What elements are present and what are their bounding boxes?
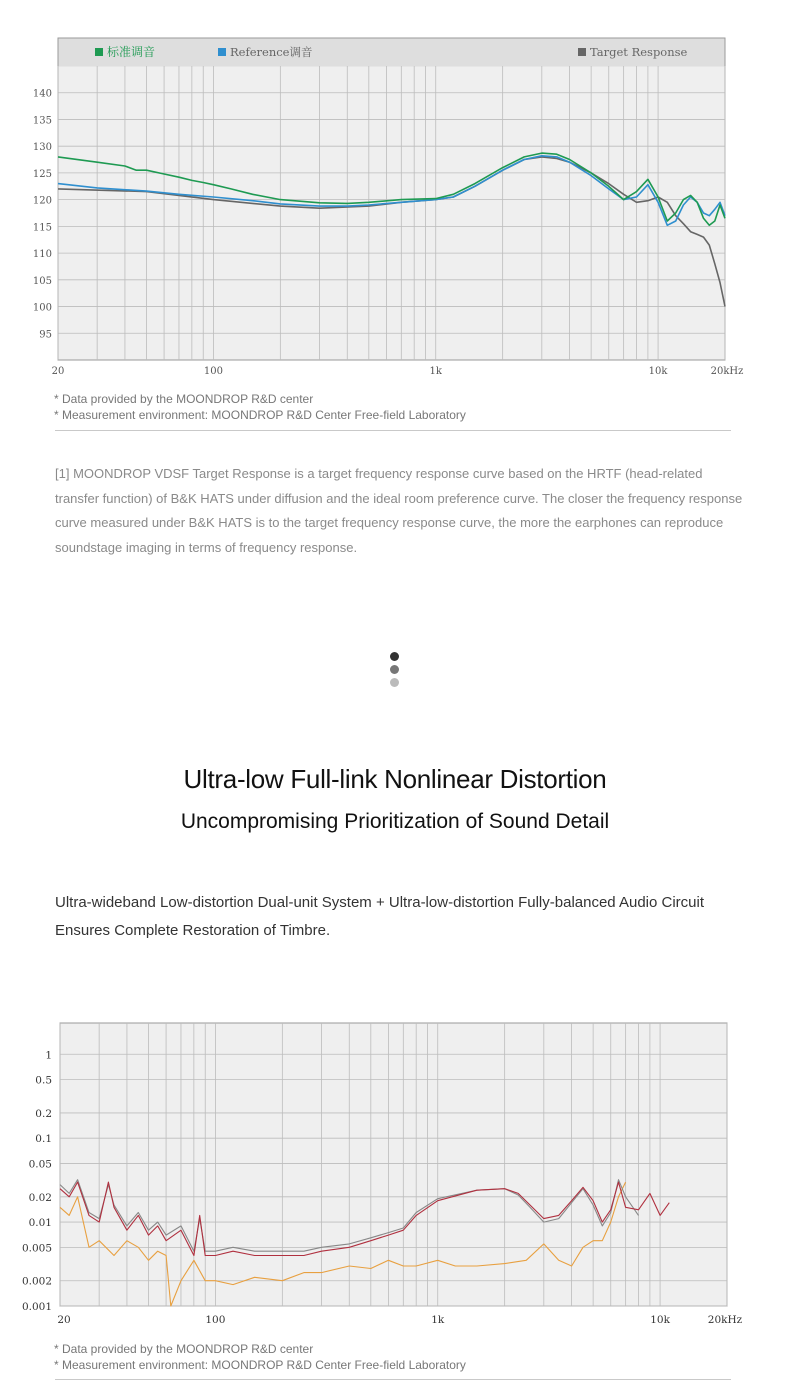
y-tick-label: 135 bbox=[32, 115, 52, 127]
x-tick-label: 20kHz bbox=[707, 1314, 743, 1326]
legend-swatch bbox=[218, 48, 226, 56]
divider-2 bbox=[55, 1379, 731, 1380]
y-tick-label: 140 bbox=[32, 88, 52, 100]
x-tick-label: 20 bbox=[57, 1314, 71, 1326]
legend-label: Target Response bbox=[590, 45, 688, 59]
distortion-chart bbox=[0, 1015, 790, 1335]
frequency-response-chart bbox=[0, 30, 790, 385]
x-tick-label: 1k bbox=[429, 366, 442, 377]
y-tick-label: 0.001 bbox=[21, 1301, 52, 1313]
section-subheading: Uncompromising Prioritization of Sound Detail bbox=[180, 810, 610, 833]
y-tick-label: 0.2 bbox=[35, 1107, 52, 1120]
legend-label: Reference调音 bbox=[230, 45, 313, 59]
section-description: Ultra-wideband Low-distortion Dual-unit System + Ultra-low-distortion Fully-balanced Audio Circuit Ensures Complete Restoration of Timbre. bbox=[55, 894, 705, 939]
x-tick-label: 10k bbox=[650, 1314, 670, 1326]
carousel-dot-1[interactable] bbox=[390, 652, 399, 661]
y-tick-label: 95 bbox=[39, 329, 52, 341]
y-tick-label: 120 bbox=[32, 195, 52, 207]
x-tick-label: 1k bbox=[431, 1314, 445, 1326]
measurement-environment-note: * Measurement environment: MOONDROP R&D Center Free-field Laboratory bbox=[54, 408, 466, 422]
carousel-dot-3[interactable] bbox=[390, 678, 399, 687]
y-tick-label: 0.05 bbox=[28, 1158, 52, 1171]
y-tick-label: 0.002 bbox=[21, 1275, 52, 1288]
measurement-environment-note-2: * Measurement environment: MOONDROP R&D Center Free-field Laboratory bbox=[54, 1358, 466, 1372]
section-heading: Ultra-low Full-link Nonlinear Distortion bbox=[183, 764, 607, 794]
y-tick-label: 125 bbox=[32, 168, 52, 180]
y-tick-label: 1 bbox=[45, 1049, 52, 1062]
plot-area bbox=[60, 1023, 727, 1306]
data-source-note: * Data provided by the MOONDROP R&D center bbox=[54, 392, 314, 406]
x-tick-label: 20kHz bbox=[710, 366, 744, 377]
x-tick-label: 20 bbox=[51, 366, 65, 377]
data-source-note-2: * Data provided by the MOONDROP R&D center bbox=[54, 1342, 314, 1356]
y-tick-label: 0.1 bbox=[35, 1133, 52, 1146]
legend-swatch bbox=[95, 48, 103, 56]
target-response-footnote: [1] MOONDROP VDSF Target Response is a target frequency response curve based on the HRTF (head-related transfer function) of B&K HATS under diffusion and the ideal room preference curve. The closer the frequency response curve measured under B&K HATS is to the target frequency response curve, the more the earphones can reproduce soundstage imaging in terms of frequency response. bbox=[55, 466, 743, 555]
x-tick-label: 10k bbox=[648, 366, 668, 377]
y-tick-label: 0.005 bbox=[21, 1242, 52, 1255]
x-tick-label: 100 bbox=[205, 1314, 226, 1326]
y-tick-label: 0.02 bbox=[28, 1191, 52, 1204]
divider bbox=[55, 430, 731, 431]
x-tick-label: 100 bbox=[203, 366, 223, 377]
y-tick-label: 115 bbox=[32, 222, 52, 234]
legend-label: 标准调音 bbox=[107, 45, 156, 59]
y-tick-label: 110 bbox=[32, 249, 52, 261]
y-tick-label: 105 bbox=[32, 275, 52, 287]
y-tick-label: 0.5 bbox=[35, 1074, 52, 1087]
legend-swatch bbox=[578, 48, 586, 56]
carousel-dot-2[interactable] bbox=[390, 665, 399, 674]
y-tick-label: 0.01 bbox=[28, 1217, 52, 1230]
y-tick-label: 100 bbox=[32, 302, 52, 314]
y-tick-label: 130 bbox=[32, 142, 52, 154]
